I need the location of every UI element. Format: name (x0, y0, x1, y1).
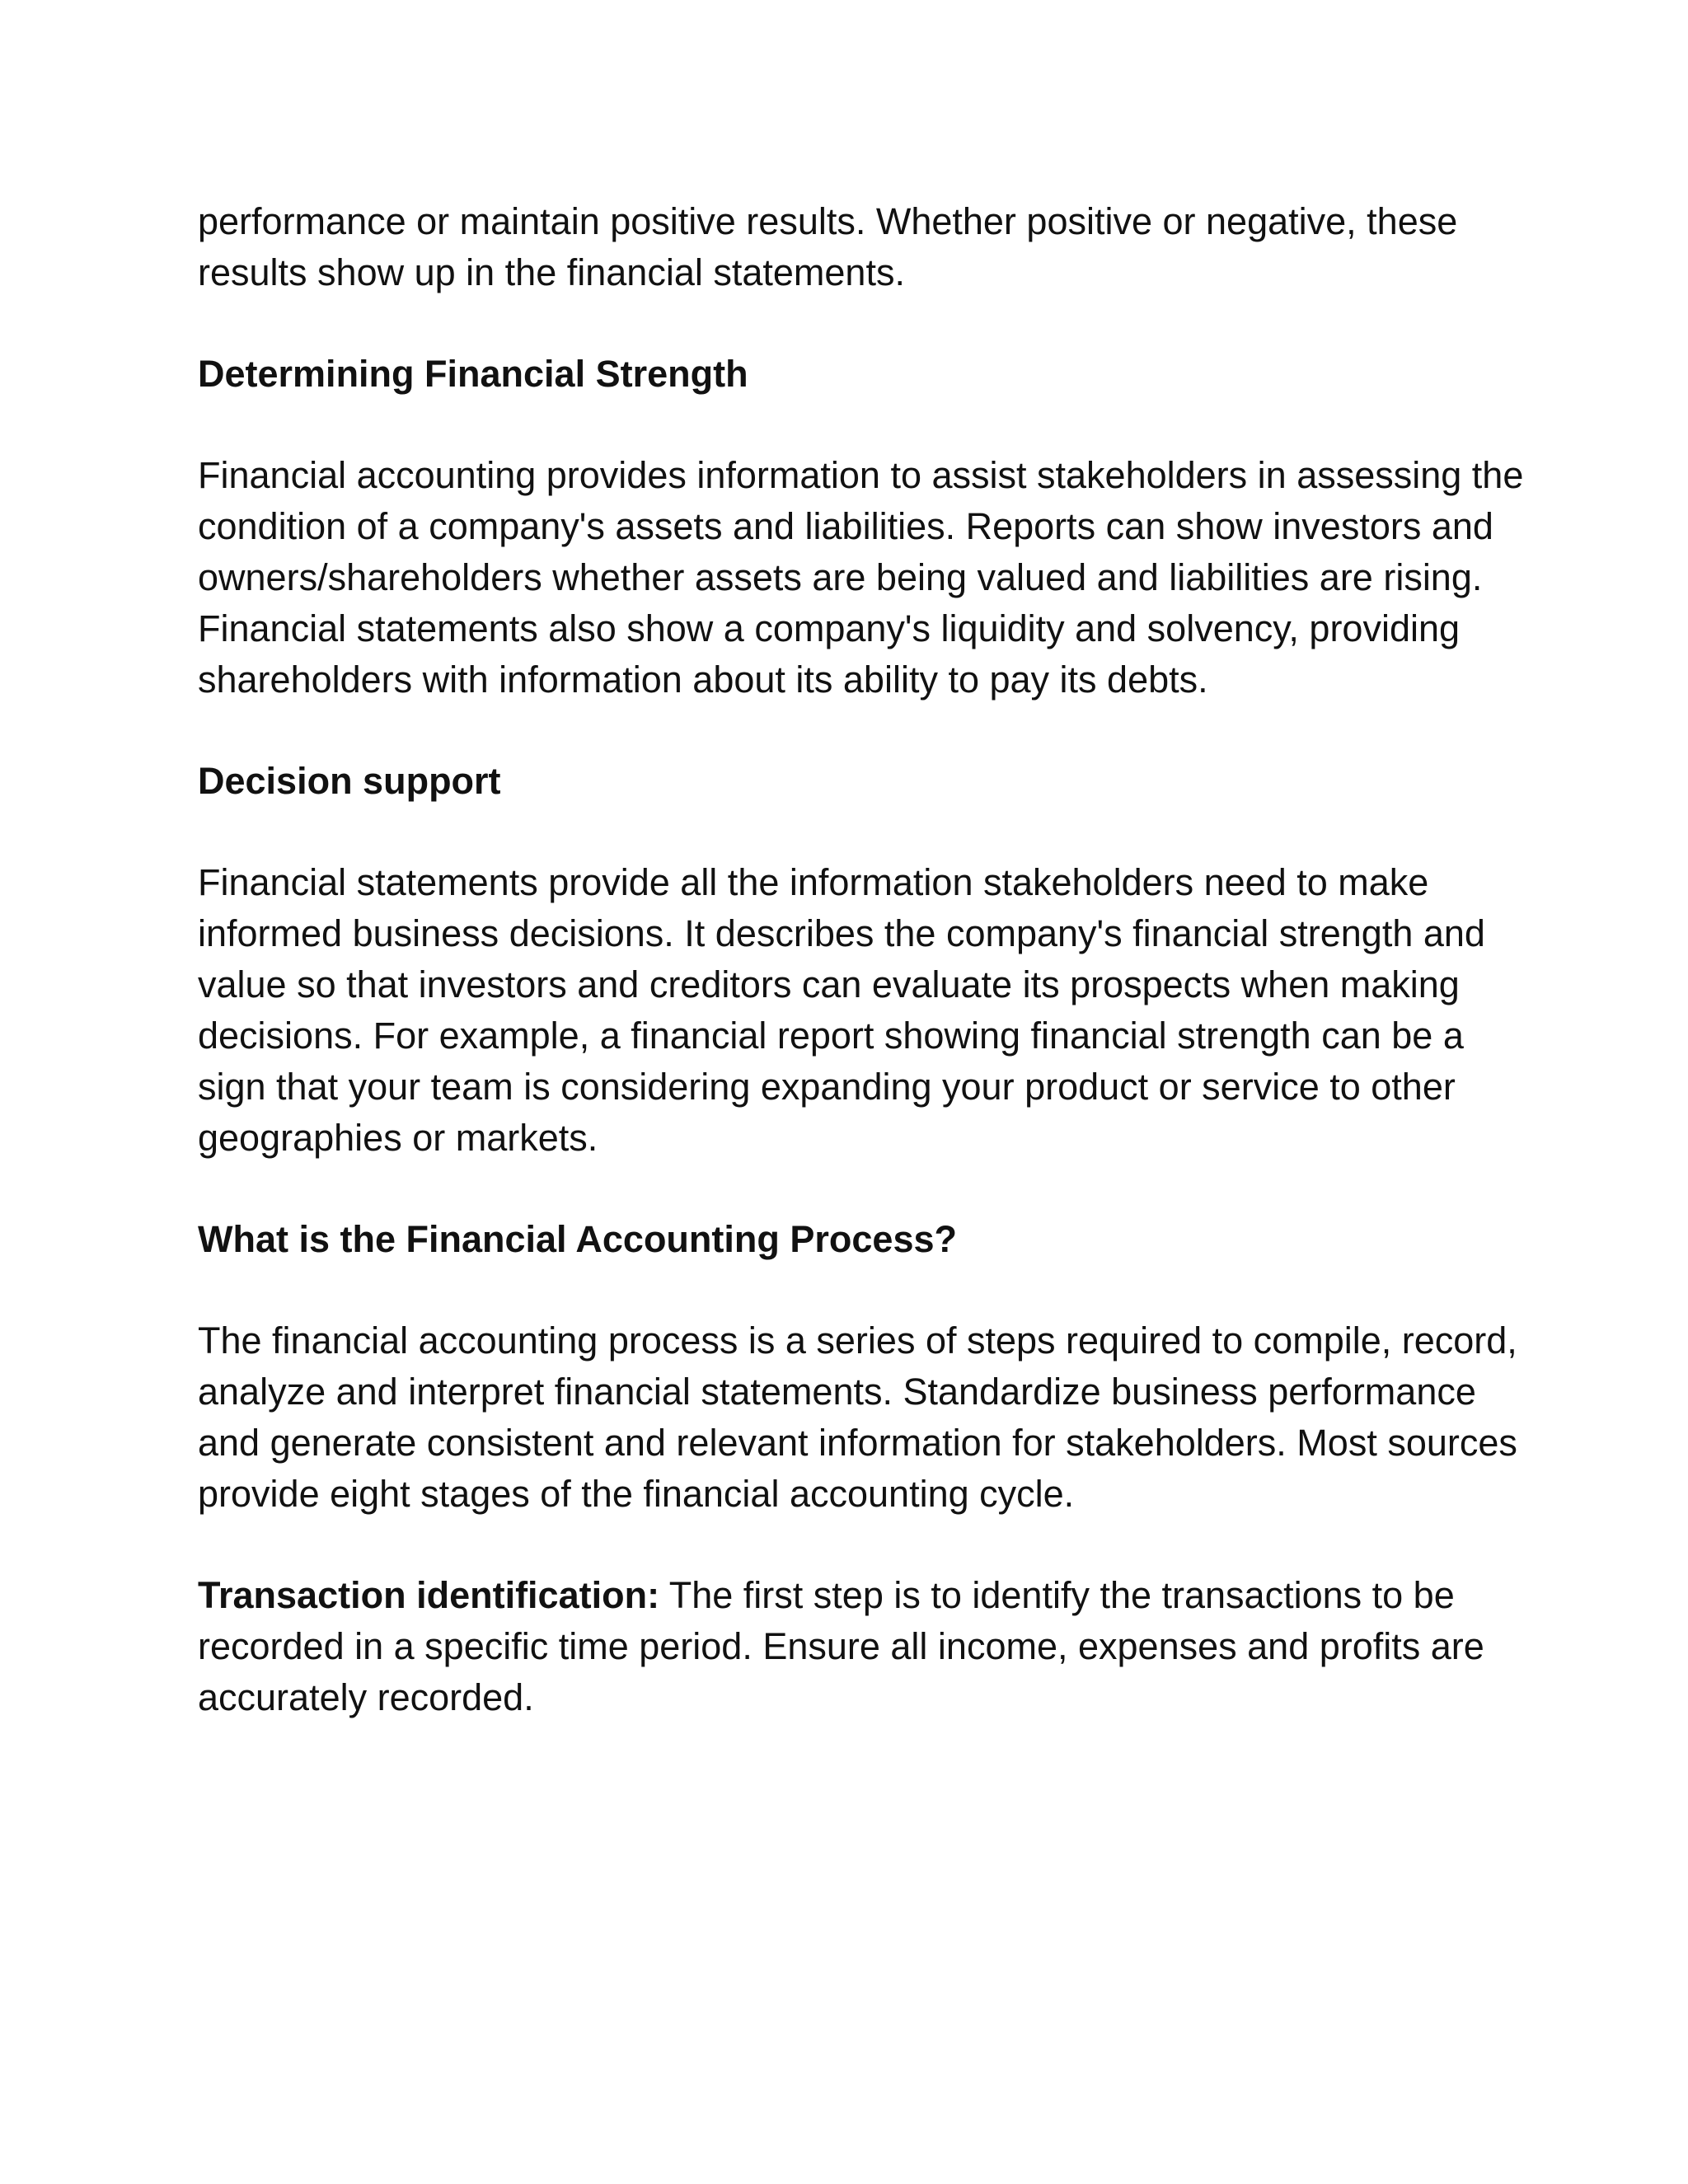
paragraph-transaction-identification (198, 1570, 1533, 1723)
transaction-identification-text: The first step is to identify the transactions to be recorded in a specific time period. Ensure all income, expenses and profits are accurately recorded. (198, 1574, 1484, 1718)
document-page (198, 196, 1533, 1774)
heading-decision-support: Decision support (198, 760, 501, 802)
paragraph-accounting-process: The financial accounting process is a series of steps required to compile, record, analyze and interpret financial statements. Standardize business performance and generate consistent and relevant information for stakeholders. Most sources provide eight stages of the financial accounting cycle. (198, 1319, 1517, 1515)
paragraph-financial-strength: Financial accounting provides information to assist stakeholders in assessing the condition of a company's assets and liabilities. Reports can show investors and owners/shareholders whether assets are being valued and liabilities are rising. Financial statements also show a company's liquidity and solvency, providing shareholders with information about its ability to pay its debts. (198, 454, 1524, 701)
transaction-identification-label: Transaction identification: (198, 1574, 660, 1616)
heading-financial-strength: Determining Financial Strength (198, 353, 748, 395)
paragraph-decision-support: Financial statements provide all the information stakeholders need to make informed business decisions. It describes the company's financial strength and value so that investors and creditors can evaluate its prospects when making decisions. For example, a financial report showing financial strength can be a sign that your team is considering expanding your product or service to other geographies or markets. (198, 861, 1485, 1159)
heading-accounting-process: What is the Financial Accounting Process? (198, 1218, 957, 1260)
intro-paragraph: performance or maintain positive results. Whether positive or negative, these results show up in the financial statements. (198, 200, 1458, 293)
